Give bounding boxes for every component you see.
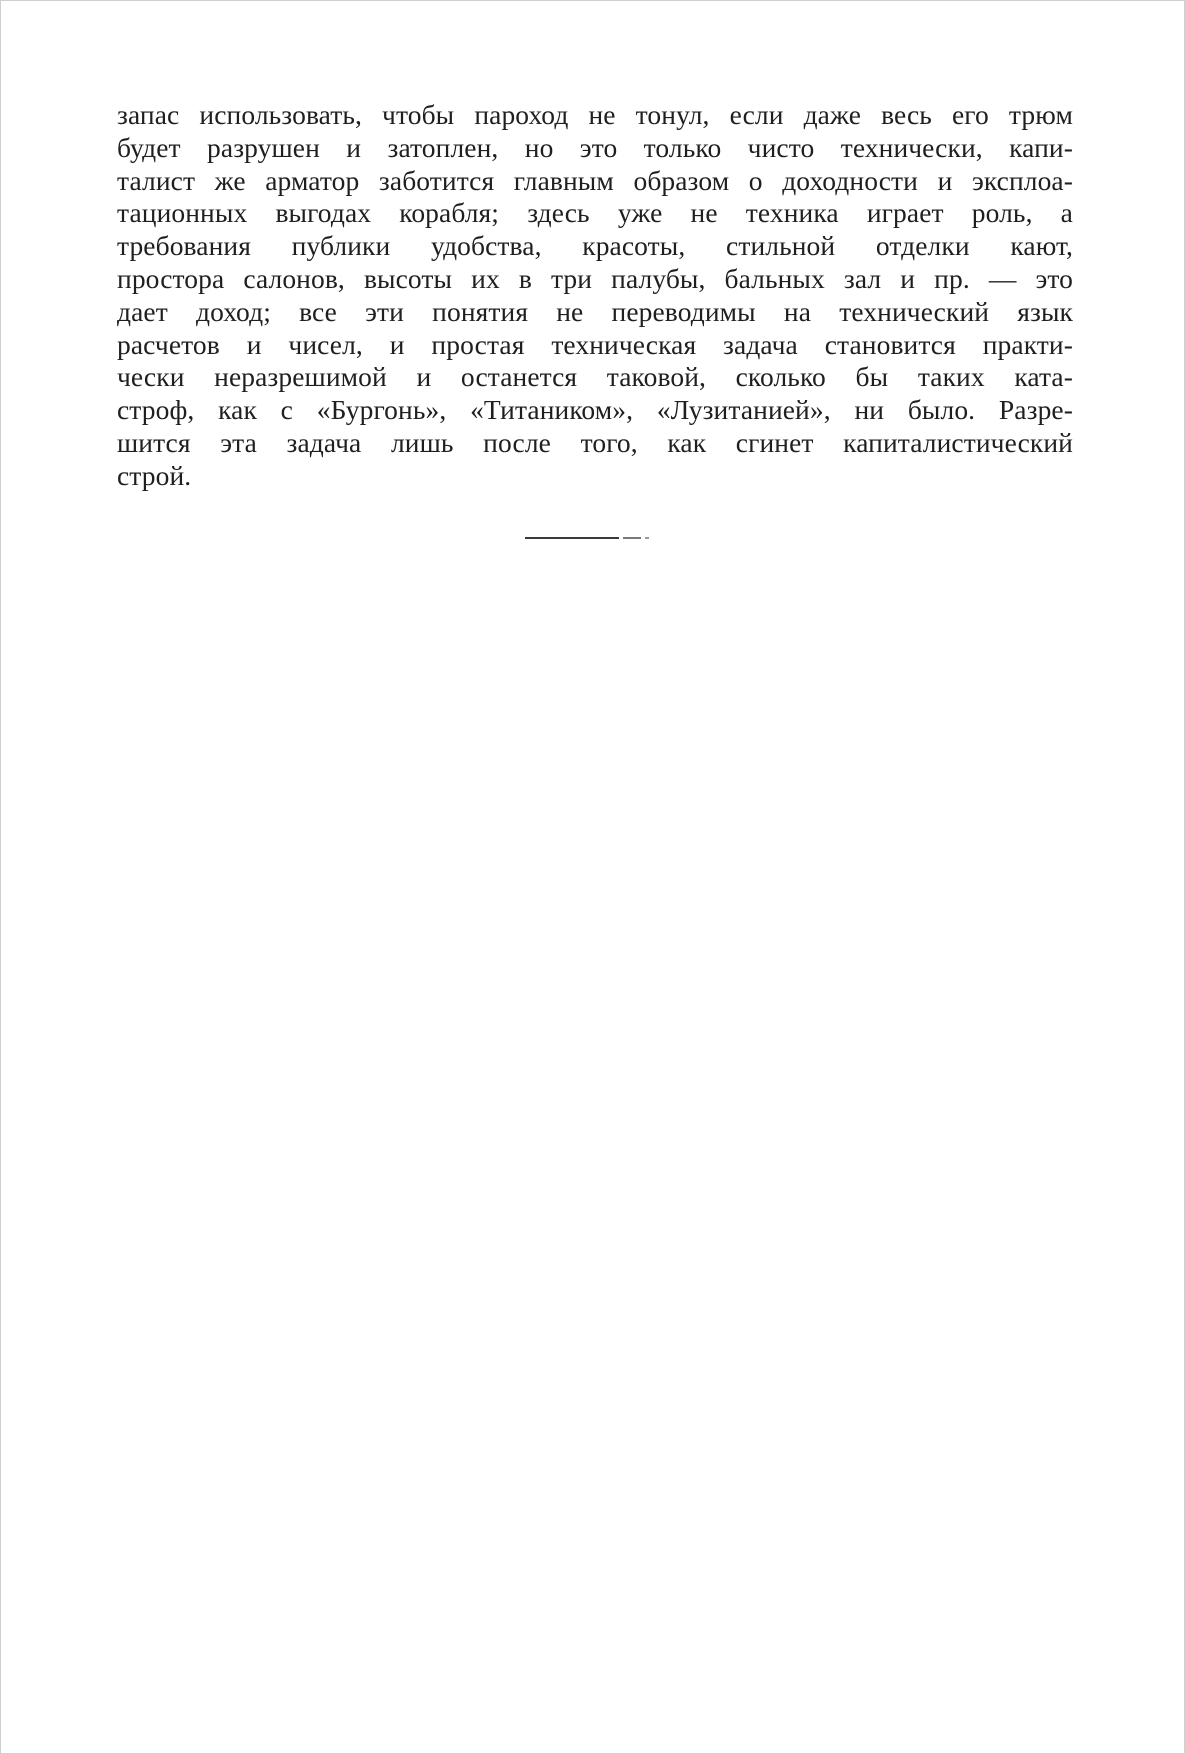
rule-tail xyxy=(623,537,641,539)
rule-dot xyxy=(645,537,649,539)
paragraph-line: дает доход; все эти понятия не переводимы на технический язык xyxy=(117,295,1073,327)
section-end-rule xyxy=(525,537,649,540)
body-paragraph xyxy=(117,99,1073,493)
paragraph-line: будет разрушен и затоплен, но это только чисто технически, капи- xyxy=(117,131,1073,163)
paragraph-line: требования публики удобства, красоты, стильной отделки кают, xyxy=(117,230,1073,262)
paragraph-line: расчетов и чисел, и простая техническая задача становится практи- xyxy=(117,328,1073,360)
paragraph-line: строф, как с «Бургонь», «Титаником», «Лузитанией», ни было. Разре- xyxy=(117,394,1073,426)
paragraph-line: чески неразрешимой и останется таковой, сколько бы таких ката- xyxy=(117,361,1073,393)
paragraph-line: тационных выгодах корабля; здесь уже не техника играет роль, а xyxy=(117,197,1073,229)
paragraph-line-last: строй. xyxy=(117,459,192,491)
paragraph-line: талист же арматор заботится главным образом о доходности и эксплоа- xyxy=(117,164,1073,196)
rule-bar xyxy=(525,537,619,539)
paragraph-line: простора салонов, высоты их в три палубы, бальных зал и пр. — это xyxy=(117,262,1073,294)
paragraph-line: запас использовать, чтобы пароход не тонул, если даже весь его трюм xyxy=(117,99,1073,130)
paragraph-line: шится эта задача лишь после того, как сгинет капиталистический xyxy=(117,426,1073,458)
